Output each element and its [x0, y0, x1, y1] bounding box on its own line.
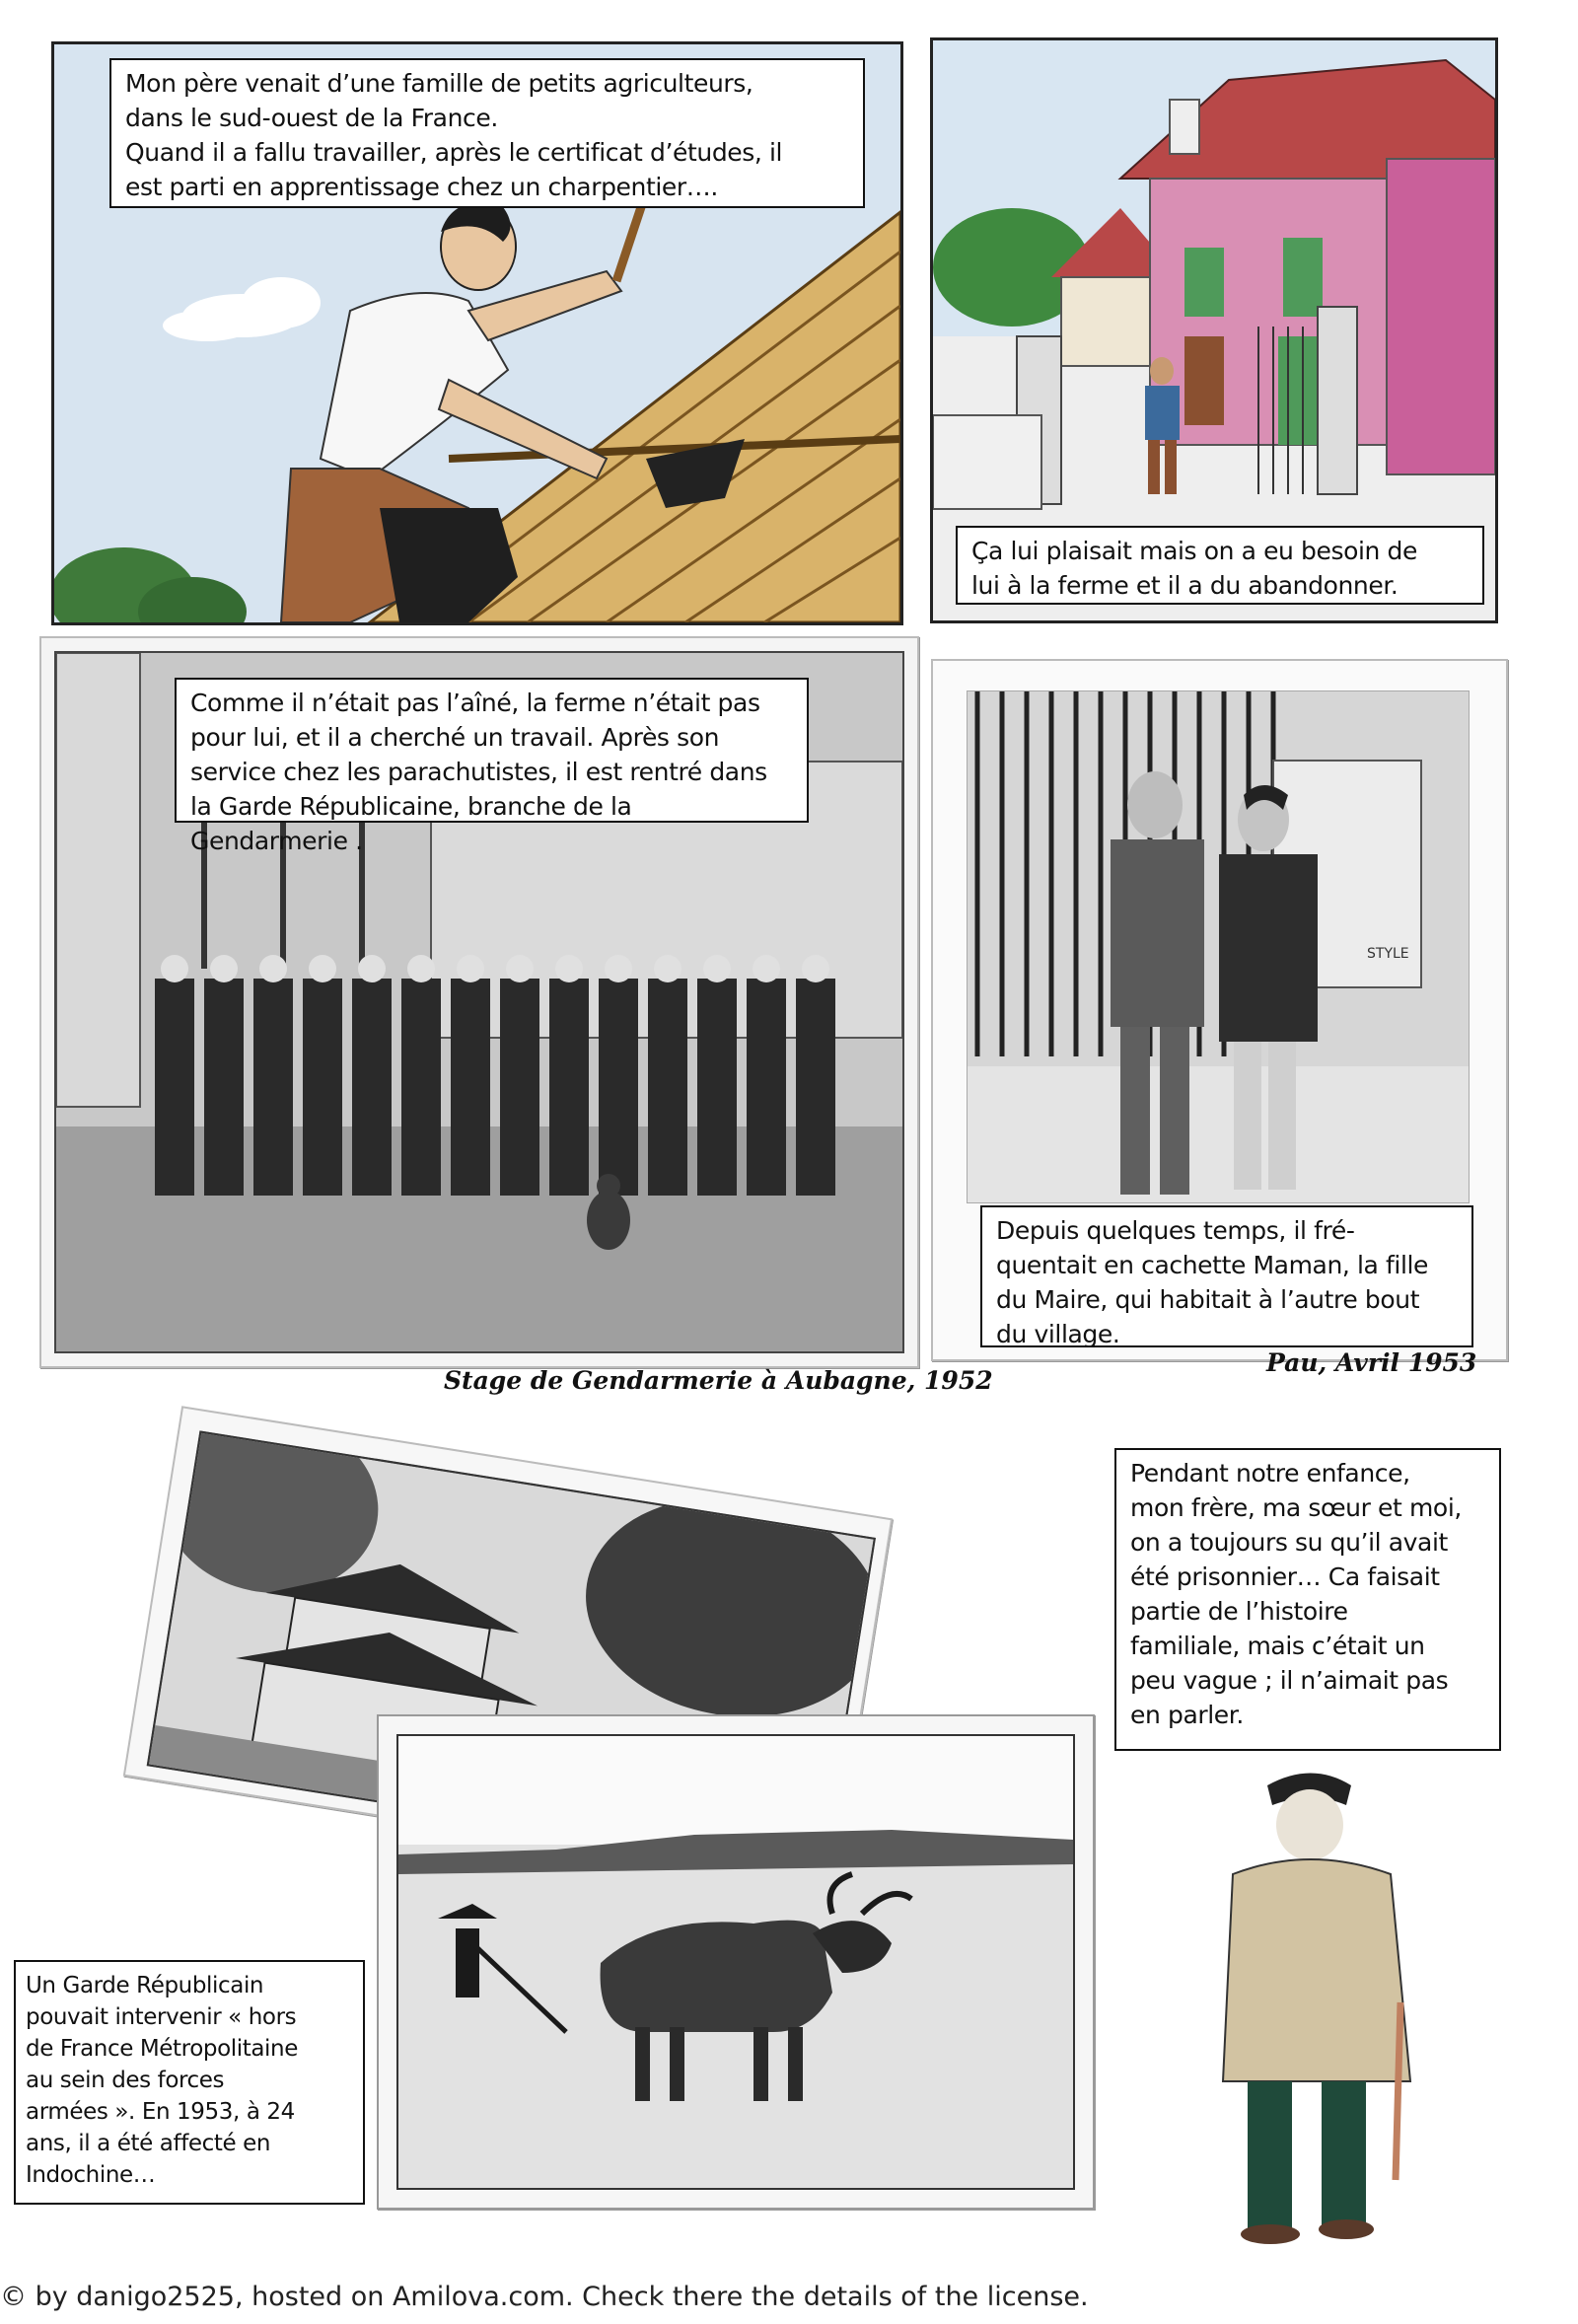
gendarmerie-caption: Comme il n’était pas l’aîné, la ferme n’était pas pour lui, et il a cherché un travail. Après son service chez les parachutistes, il est rentré dans la Garde Républicaine, branche de la Gendarmerie . — [175, 678, 809, 823]
couple-photo — [967, 690, 1470, 1203]
booth-sign: STYLE — [1367, 946, 1409, 962]
license-footer: © by danigo2525, hosted on Amilova.com. Check there the details of the license. — [0, 2282, 1089, 2312]
gendarmerie-photo-caption: Stage de Gendarmerie à Aubagne, 1952 — [444, 1366, 993, 1395]
panel-farmhouse — [930, 37, 1498, 623]
old-man-illustration — [1193, 1766, 1430, 2249]
indochina-caption: Un Garde Républicain pouvait intervenir « hors de France Métropolitaine au sein des forces armées ». En 1953, à 24 ans, il a été affecté en Indochine… — [14, 1960, 365, 2205]
buffalo-illustration — [398, 1736, 1073, 2188]
farmhouse-caption: Ça lui plaisait mais on a eu besoin de lui à la ferme et il a du abandonner. — [956, 526, 1484, 605]
carpenter-caption: Mon père venait d’une famille de petits agriculteurs, dans le sud-ouest de la France. Quand il a fallu travailler, après le certificat d’études, il est parti en apprentissage chez un charpentier…. — [109, 58, 865, 208]
panel-carpenter — [51, 41, 903, 625]
couple-photo-caption: Pau, Avril 1953 — [1266, 1348, 1477, 1377]
couple-illustration — [968, 691, 1469, 1202]
childhood-caption: Pendant notre enfance, mon frère, ma sœur et moi, on a toujours su qu’il avait été prisonnier… Ca faisait partie de l’histoire familiale, mais c’était un peu vague ; il n’aimait pas en parler. — [1114, 1448, 1501, 1751]
buffalo-photo — [396, 1734, 1075, 2190]
gendarmerie-photo — [54, 651, 904, 1353]
cloud-icon — [163, 277, 321, 341]
couple-caption: Depuis quelques temps, il fré- quentait en cachette Maman, la fille du Maire, qui habitait à l’autre bout du village. — [980, 1205, 1473, 1347]
